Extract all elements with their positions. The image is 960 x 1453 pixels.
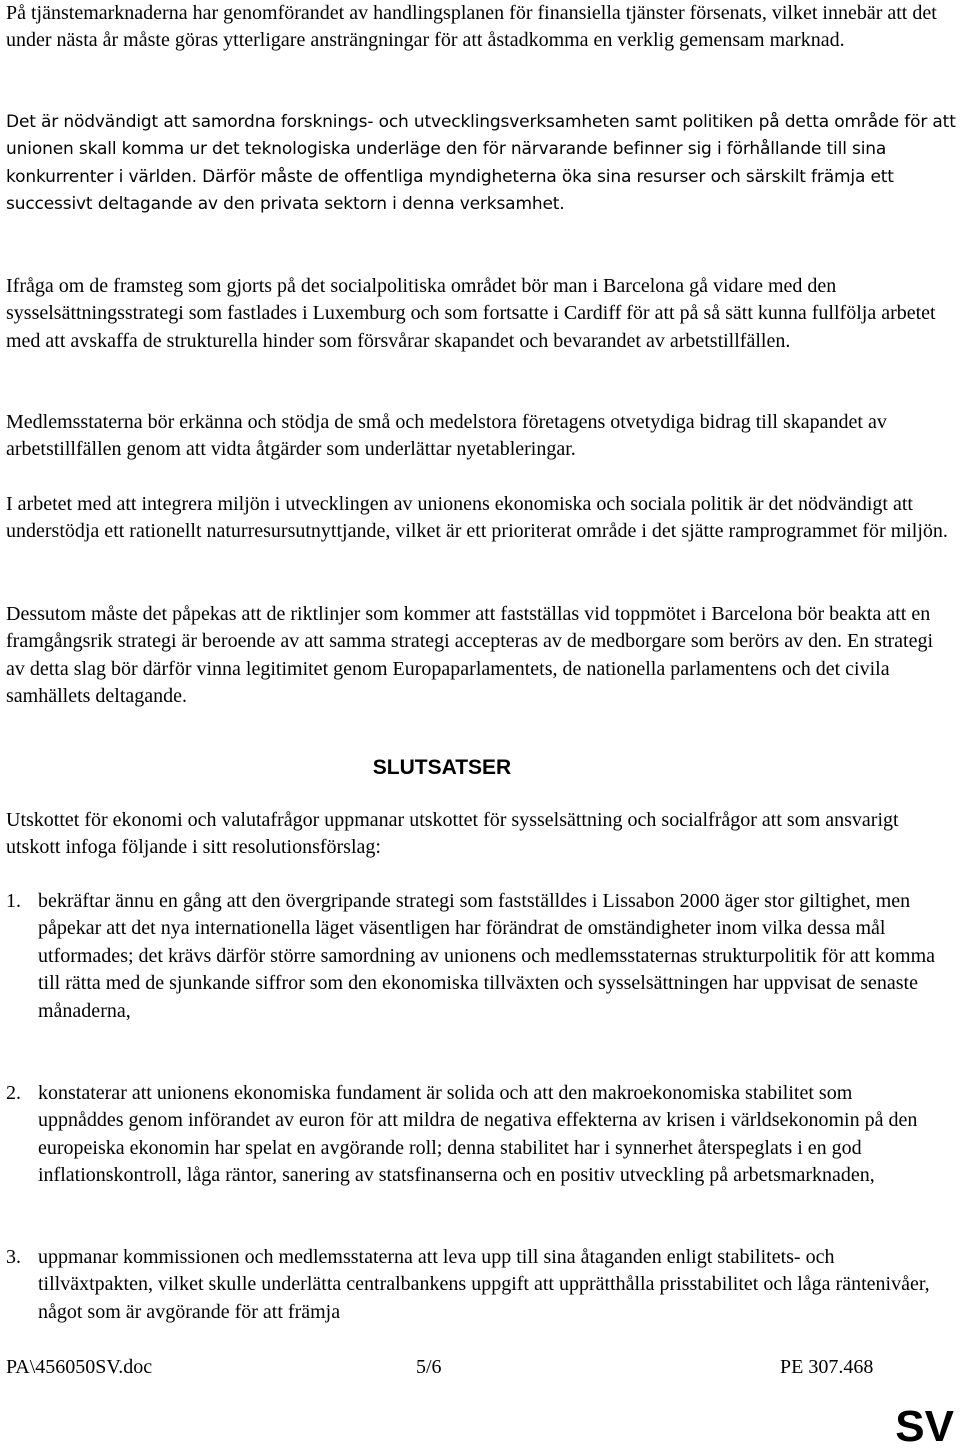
item-number: 3. xyxy=(6,1246,21,1268)
conclusions-intro: Utskottet för ekonomi och valutafrågor uppmanar utskottet för sysselsättning och socialfrågor att som ansvarigt utskott infoga följande i sitt resolutionsförslag: xyxy=(6,809,899,859)
language-badge: SV xyxy=(895,1402,954,1451)
item-text: bekräftar ännu en gång att den övergripande strategi som fastställdes i Lissabon 2000 äger stor giltighet, men påpekar att det nya internationella läget väsentligen har förändrat de omständigheter inom vilka dessa mål utformades; det krävs därför större samordning av unionens och medlemsstaternas strukturpolitik för att komma till rätta med de sjunkande siffror som den ekonomiska tillväxten och sysselsättningen har uppvisat de senaste månaderna, xyxy=(38,890,936,1022)
footer-pe-reference: PE 307.468 xyxy=(780,1356,874,1378)
paragraph-sme: Medlemsstaterna bör erkänna och stödja de små och medelstora företagens otvetydiga bidrag till skapandet av arbetstillfällen genom att vidta åtgärder som underlättar nyetableringar. xyxy=(6,411,887,461)
item-text: konstaterar att unionens ekonomiska fundament är solida och att den makroekonomiska stabilitet som uppnåddes genom införandet av euron för att mildra de negativa effekterna av krisen i världsekonomin på den europeiska ekonomin har spelat en avgörande roll; denna stabilitet har i synnerhet återspeglats i en god inflationskontroll, låga räntor, sanering av statsfinanserna och en positiv utveckling på arbetsmarknaden, xyxy=(38,1082,918,1187)
footer-page-number: 5/6 xyxy=(416,1356,442,1378)
paragraph-research-development: Det är nödvändigt att samordna forsknings- och utvecklingsverksamheten samt politiken på detta område för att unionen skall komma ur det teknologiska underläge den för närvarande befinner sig i förhållande till sina konkurrenter i världen. Därför måste de offentliga myndigheterna öka sina resurser och särskilt främja ett successivt deltagande av den privata sektorn i denna verksamhet. xyxy=(6,112,956,214)
item-text: uppmanar kommissionen och medlemsstaterna att leva upp till sina åtaganden enligt stabilitets- och tillväxtpakten, vilket skulle underlätta centralbankens uppgift att upprätthålla prisstabilitet och låga räntenivåer, något som är avgörande för att främja xyxy=(38,1246,930,1323)
paragraph-social-policy: Ifråga om de framsteg som gjorts på det socialpolitiska området bör man i Barcelona gå vidare med den sysselsättningsstrategi som fastlades i Luxemburg och som fortsatte i Cardiff för att på så sätt kunna fullfölja arbetet med att avskaffa de strukturella hinder som försvårar skapandet och bevarandet av arbetstillfällen. xyxy=(6,275,936,352)
paragraph-barcelona-strategy: Dessutom måste det påpekas att de riktlinjer som kommer att fastställas vid toppmötet i Barcelona bör beakta att en framgångsrik strategi är beroende av att samma strategi accepteras av de medborgare som berörs av den. En strategi av detta slag bör därför vinna legitimitet genom Europaparlamentets, de nationella parlamentens och det civila samhällets deltagande. xyxy=(6,603,934,708)
paragraph-financial-services: På tjänstemarknaderna har genomförandet av handlingsplanen för finansiella tjänster försenats, vilket innebär att det under nästa år måste göras ytterligare ansträngningar för att åstadkomma en verklig gemensam marknad. xyxy=(6,2,937,52)
section-heading-conclusions: SLUTSATSER xyxy=(372,756,512,779)
item-number: 1. xyxy=(6,890,21,912)
item-number: 2. xyxy=(6,1082,21,1104)
footer-document-reference: PA\456050SV.doc xyxy=(6,1356,153,1378)
paragraph-environment: I arbetet med att integrera miljön i utvecklingen av unionens ekonomiska och sociala politik är det nödvändigt att understödja ett rationellt naturresursutnyttjande, vilket är ett prioriterat område i det sjätte ramprogrammet för miljön. xyxy=(6,493,948,543)
